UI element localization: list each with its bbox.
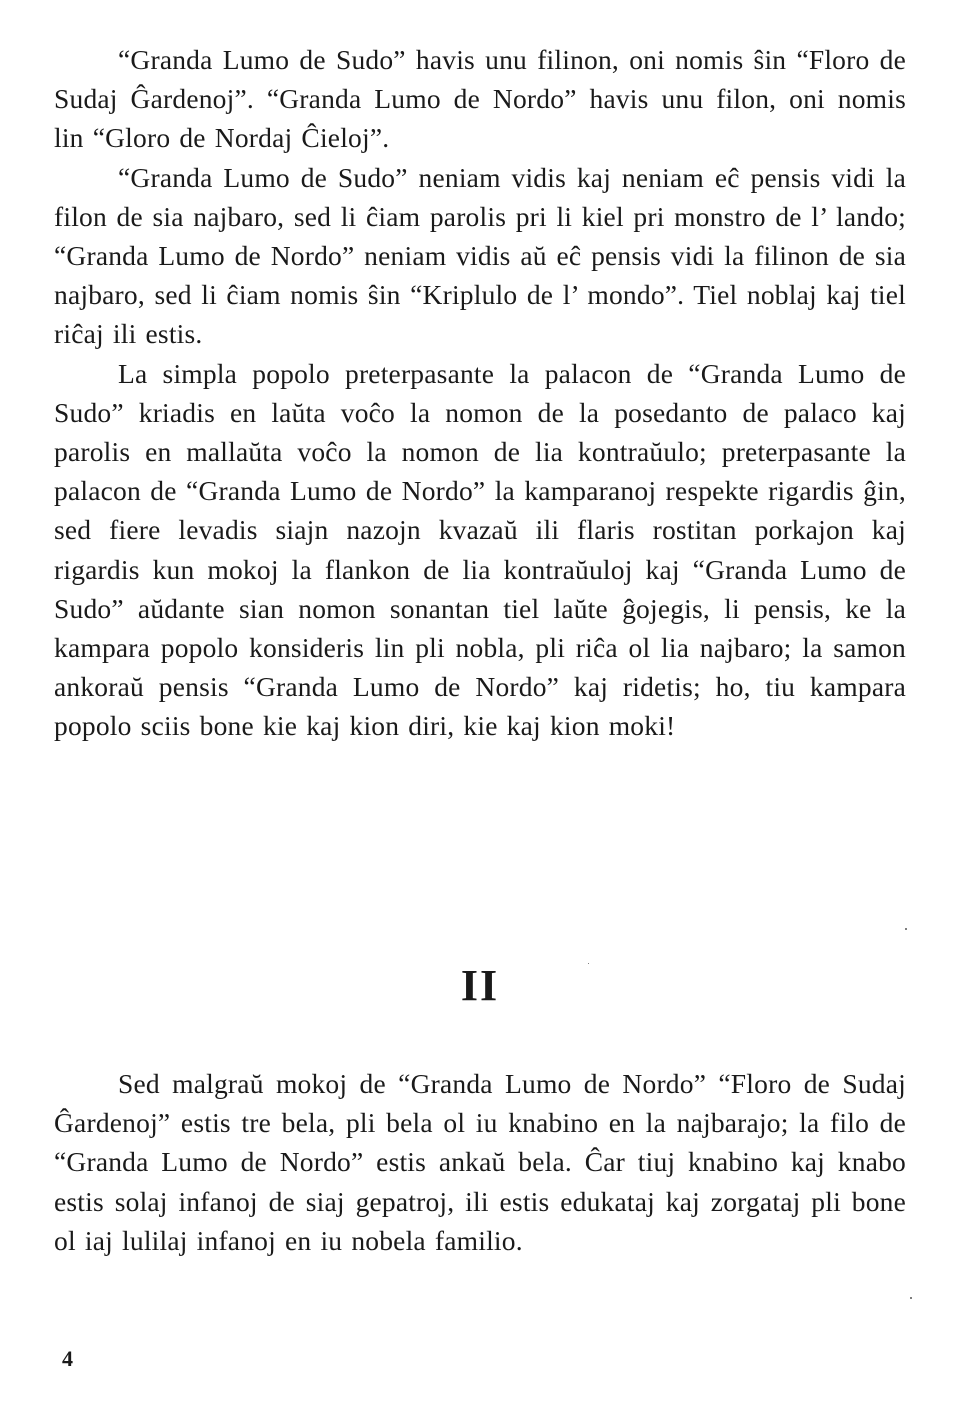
chapter-two-text — [54, 1064, 906, 1260]
paragraph-3: La simpla popolo preterpasante la palacon de “Granda Lumo de Sudo” kriadis en laŭta voĉo la nomon de la posedanto de palaco kaj parolis en mallaŭta voĉo la nomon de lia kontraŭulo; preterpasante la palacon de “Granda Lumo de Nordo” la kamparanoj respekte rigardis ĝin, sed fiere levadis siajn nazojn kvazaŭ ili flaris rostitan porkajon kaj rigardis kun mokoj la flankon de lia kontraŭuloj kaj “Granda Lumo de Sudo” aŭdante sian nomon sonantan tiel laŭte ĝojegis, li pensis, ke la kampara popolo konsideris lin pli nobla, pli riĉa ol lia najbaro; la samon ankoraŭ pensis “Granda Lumo de Nordo” kaj ridetis; ho, tiu kampara popolo sciis bone kie kaj kion diri, kie kaj kion moki! — [54, 357, 906, 742]
print-speck — [905, 928, 907, 930]
print-speck — [910, 1297, 912, 1299]
chapter-one-text — [54, 40, 906, 746]
paragraph-1: “Granda Lumo de Sudo” havis unu filinon, oni nomis ŝin “Floro de Sudaj Ĝardenoj”. “Granda Lumo de Nordo” havis unu filon, oni nomis lin “Gloro de Nordaj Ĉieloj”. — [54, 44, 906, 154]
paragraph-2: “Granda Lumo de Sudo” neniam vidis kaj neniam eĉ pensis vidi la filon de sia najbaro, sed li ĉiam parolis pri li kiel pri monstro de l’ lando; “Granda Lumo de Nordo” neniam vidis aŭ eĉ pensis vidi la filinon de sia najbaro, sed li ĉiam nomis ŝin “Kriplulo de l’ mondo”. Tiel noblaj kaj tiel riĉaj ili estis. — [54, 161, 906, 350]
page-number: 4 — [62, 1346, 73, 1371]
print-speck — [588, 963, 589, 964]
chapter-heading: II — [460, 961, 500, 1010]
paragraph-4: Sed malgraŭ mokoj de “Granda Lumo de Nordo” “Floro de Sudaj Ĝardenoj” estis tre bela, pli bela ol iu knabino en la najbarajo; la filo de “Granda Lumo de Nordo” estis ankaŭ bela. Ĉar tiuj knabino kaj knabo estis solaj infanoj de siaj gepatroj, ili estis edukataj kaj zorgataj pli bone ol iaj lulilaj infanoj en iu nobela familio. — [54, 1068, 906, 1256]
